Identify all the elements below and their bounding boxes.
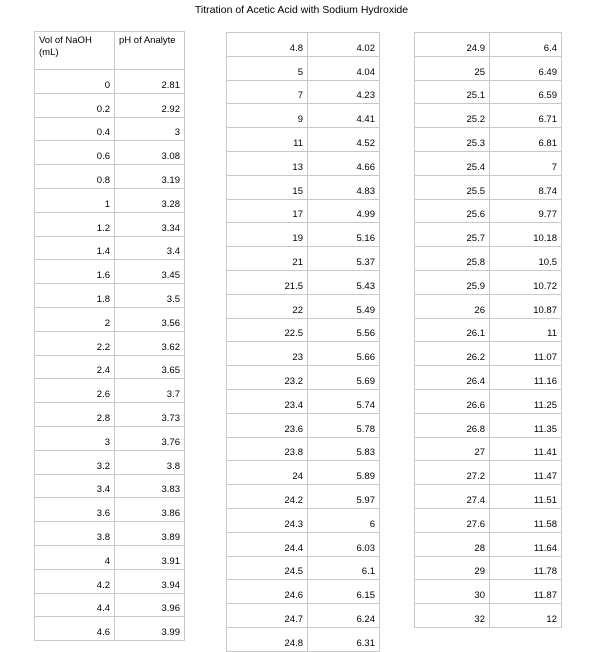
- table-row: [415, 508, 562, 532]
- table-row: [35, 426, 185, 450]
- ph-cell: 6.15: [308, 580, 380, 604]
- volume-cell: 27.2: [415, 461, 490, 485]
- ph-cell: 4.83: [308, 175, 380, 199]
- table-row: [227, 556, 380, 580]
- volume-cell: 4.6: [35, 617, 115, 641]
- volume-cell: 25.9: [415, 270, 490, 294]
- volume-cell: 25.1: [415, 80, 490, 104]
- table-row: [35, 617, 185, 641]
- ph-cell: 9.77: [490, 199, 562, 223]
- table-row: [227, 413, 380, 437]
- volume-cell: 27.6: [415, 508, 490, 532]
- table-row: [227, 627, 380, 651]
- table-row: [415, 604, 562, 628]
- table-row: [227, 580, 380, 604]
- table-row: [415, 437, 562, 461]
- table-row: [35, 545, 185, 569]
- table-row: [35, 188, 185, 212]
- table-row: [35, 522, 185, 546]
- volume-cell: 25.7: [415, 223, 490, 247]
- volume-cell: 21: [227, 247, 308, 271]
- ph-cell: 4.04: [308, 56, 380, 80]
- ph-cell: 5.78: [308, 413, 380, 437]
- ph-cell: 3.5: [115, 284, 185, 308]
- volume-cell: 0.4: [35, 117, 115, 141]
- volume-cell: 23.4: [227, 389, 308, 413]
- volume-cell: 4.4: [35, 593, 115, 617]
- table-row: [35, 331, 185, 355]
- ph-cell: 3.89: [115, 522, 185, 546]
- ph-cell: 11.47: [490, 461, 562, 485]
- table-row: [35, 498, 185, 522]
- ph-cell: 4.23: [308, 80, 380, 104]
- table-row: [415, 199, 562, 223]
- ph-cell: 6.71: [490, 104, 562, 128]
- volume-cell: 11: [227, 128, 308, 152]
- volume-cell: 0.6: [35, 141, 115, 165]
- ph-cell: 11.51: [490, 485, 562, 509]
- ph-cell: 8.74: [490, 175, 562, 199]
- volume-cell: 2.6: [35, 379, 115, 403]
- ph-cell: 4.02: [308, 33, 380, 57]
- ph-cell: 3.73: [115, 403, 185, 427]
- ph-cell: 2.92: [115, 93, 185, 117]
- volume-cell: 2.4: [35, 355, 115, 379]
- table-row: [35, 307, 185, 331]
- table-row: [227, 318, 380, 342]
- volume-cell: 3.4: [35, 474, 115, 498]
- table-row: [227, 223, 380, 247]
- volume-cell: 28: [415, 532, 490, 556]
- volume-cell: 27.4: [415, 485, 490, 509]
- volume-cell: 15: [227, 175, 308, 199]
- ph-cell: 3.86: [115, 498, 185, 522]
- table-row: [227, 532, 380, 556]
- volume-cell: 1.2: [35, 212, 115, 236]
- table-row: [415, 223, 562, 247]
- ph-cell: 5.16: [308, 223, 380, 247]
- table-row: [227, 270, 380, 294]
- volume-cell: 25.3: [415, 128, 490, 152]
- table-row: [35, 260, 185, 284]
- volume-cell: 26.2: [415, 342, 490, 366]
- header-row: [35, 32, 185, 70]
- ph-cell: 6.24: [308, 604, 380, 628]
- volume-cell: 22.5: [227, 318, 308, 342]
- ph-header: pH of Analyte: [115, 32, 185, 70]
- table-row: [35, 236, 185, 260]
- table-row: [35, 93, 185, 117]
- table-row: [227, 485, 380, 509]
- ph-cell: 3.4: [115, 236, 185, 260]
- ph-cell: 3.83: [115, 474, 185, 498]
- volume-cell: 26.8: [415, 413, 490, 437]
- ph-cell: 3.65: [115, 355, 185, 379]
- table-row: [35, 379, 185, 403]
- volume-cell: 23.8: [227, 437, 308, 461]
- volume-cell: 4: [35, 545, 115, 569]
- volume-cell: 3.2: [35, 450, 115, 474]
- table-row: [415, 461, 562, 485]
- ph-cell: 5.69: [308, 366, 380, 390]
- volume-cell: 24.2: [227, 485, 308, 509]
- volume-cell: 24: [227, 461, 308, 485]
- ph-cell: 5.74: [308, 389, 380, 413]
- ph-cell: 11.35: [490, 413, 562, 437]
- volume-cell: 4.2: [35, 569, 115, 593]
- table-row: [35, 212, 185, 236]
- table-row: [415, 270, 562, 294]
- volume-cell: 30: [415, 580, 490, 604]
- ph-cell: 3.34: [115, 212, 185, 236]
- table-row: [415, 247, 562, 271]
- table-row: [415, 80, 562, 104]
- ph-cell: 3.96: [115, 593, 185, 617]
- ph-cell: 5.56: [308, 318, 380, 342]
- table-row: [35, 284, 185, 308]
- table-row: [415, 389, 562, 413]
- page-title: Titration of Acetic Acid with Sodium Hydroxide: [194, 4, 409, 16]
- titration-table-3: [414, 32, 562, 628]
- ph-cell: 5.89: [308, 461, 380, 485]
- table-row: [415, 485, 562, 509]
- ph-cell: 3.8: [115, 450, 185, 474]
- volume-cell: 24.8: [227, 627, 308, 651]
- volume-cell: 25.6: [415, 199, 490, 223]
- table-row: [35, 70, 185, 94]
- volume-cell: 21.5: [227, 270, 308, 294]
- ph-cell: 3.99: [115, 617, 185, 641]
- table-row: [415, 151, 562, 175]
- volume-cell: 24.9: [415, 33, 490, 57]
- table-row: [35, 117, 185, 141]
- ph-cell: 3.45: [115, 260, 185, 284]
- table-row: [227, 389, 380, 413]
- table-row: [35, 141, 185, 165]
- table-row: [35, 474, 185, 498]
- table-row: [227, 80, 380, 104]
- volume-cell: 25.8: [415, 247, 490, 271]
- table-row: [227, 151, 380, 175]
- table-row: [227, 508, 380, 532]
- volume-cell: 2.2: [35, 331, 115, 355]
- table-row: [227, 104, 380, 128]
- titration-table-1: [34, 31, 185, 641]
- ph-cell: 6.59: [490, 80, 562, 104]
- table-row: [415, 175, 562, 199]
- table-row: [227, 437, 380, 461]
- ph-cell: 10.87: [490, 294, 562, 318]
- volume-cell: 24.4: [227, 532, 308, 556]
- ph-cell: 10.5: [490, 247, 562, 271]
- table-row: [227, 461, 380, 485]
- volume-cell: 27: [415, 437, 490, 461]
- ph-cell: 10.18: [490, 223, 562, 247]
- volume-cell: 29: [415, 556, 490, 580]
- volume-cell: 24.6: [227, 580, 308, 604]
- ph-cell: 11: [490, 318, 562, 342]
- table-row: [415, 366, 562, 390]
- ph-cell: 3.76: [115, 426, 185, 450]
- table-row: [415, 342, 562, 366]
- volume-cell: 26: [415, 294, 490, 318]
- volume-cell: 19: [227, 223, 308, 247]
- ph-cell: 11.58: [490, 508, 562, 532]
- ph-cell: 3.7: [115, 379, 185, 403]
- ph-cell: 7: [490, 151, 562, 175]
- volume-cell: 0: [35, 70, 115, 94]
- volume-cell: 17: [227, 199, 308, 223]
- table-row: [35, 593, 185, 617]
- volume-cell: 9: [227, 104, 308, 128]
- ph-cell: 3.19: [115, 165, 185, 189]
- ph-cell: 2.81: [115, 70, 185, 94]
- volume-cell: 25.4: [415, 151, 490, 175]
- volume-cell: 3.8: [35, 522, 115, 546]
- table-row: [415, 56, 562, 80]
- volume-cell: 25.5: [415, 175, 490, 199]
- ph-cell: 11.07: [490, 342, 562, 366]
- volume-cell: 2.8: [35, 403, 115, 427]
- ph-cell: 6.1: [308, 556, 380, 580]
- ph-cell: 4.41: [308, 104, 380, 128]
- volume-cell: 0.2: [35, 93, 115, 117]
- volume-cell: 24.7: [227, 604, 308, 628]
- ph-cell: 5.66: [308, 342, 380, 366]
- volume-cell: 24.3: [227, 508, 308, 532]
- ph-cell: 3.91: [115, 545, 185, 569]
- ph-cell: 6.31: [308, 627, 380, 651]
- table-row: [415, 294, 562, 318]
- ph-cell: 11.41: [490, 437, 562, 461]
- table-row: [227, 33, 380, 57]
- volume-cell: 5: [227, 56, 308, 80]
- table-row: [227, 604, 380, 628]
- volume-cell: 7: [227, 80, 308, 104]
- volume-cell: 26.6: [415, 389, 490, 413]
- ph-cell: 3.56: [115, 307, 185, 331]
- volume-cell: 3: [35, 426, 115, 450]
- table-row: [227, 366, 380, 390]
- table-row: [415, 580, 562, 604]
- volume-cell: 13: [227, 151, 308, 175]
- ph-cell: 11.87: [490, 580, 562, 604]
- ph-cell: 3: [115, 117, 185, 141]
- volume-cell: 23.6: [227, 413, 308, 437]
- volume-cell: 0.8: [35, 165, 115, 189]
- table-row: [415, 532, 562, 556]
- ph-cell: 5.43: [308, 270, 380, 294]
- volume-cell: 24.5: [227, 556, 308, 580]
- ph-cell: 5.83: [308, 437, 380, 461]
- ph-cell: 5.49: [308, 294, 380, 318]
- volume-cell: 26.1: [415, 318, 490, 342]
- volume-cell: 25: [415, 56, 490, 80]
- table-row: [415, 128, 562, 152]
- volume-cell: 23.2: [227, 366, 308, 390]
- volume-cell: 1.8: [35, 284, 115, 308]
- volume-cell: 4.8: [227, 33, 308, 57]
- ph-cell: 3.28: [115, 188, 185, 212]
- table-row: [35, 355, 185, 379]
- table-row: [227, 247, 380, 271]
- volume-cell: 1.6: [35, 260, 115, 284]
- table-row: [415, 318, 562, 342]
- ph-cell: 6: [308, 508, 380, 532]
- titration-table-2: [226, 32, 380, 652]
- table-row: [415, 104, 562, 128]
- table-row: [415, 556, 562, 580]
- ph-cell: 6.49: [490, 56, 562, 80]
- table-row: [35, 569, 185, 593]
- ph-cell: 11.25: [490, 389, 562, 413]
- ph-cell: 6.4: [490, 33, 562, 57]
- ph-cell: 4.66: [308, 151, 380, 175]
- volume-header: Vol of NaOH (mL): [35, 32, 115, 70]
- ph-cell: 3.94: [115, 569, 185, 593]
- table-row: [415, 413, 562, 437]
- table-row: [227, 199, 380, 223]
- volume-cell: 1: [35, 188, 115, 212]
- volume-cell: 23: [227, 342, 308, 366]
- table-row: [227, 56, 380, 80]
- table-row: [227, 128, 380, 152]
- ph-cell: 3.62: [115, 331, 185, 355]
- volume-cell: 25.2: [415, 104, 490, 128]
- table-row: [35, 403, 185, 427]
- table-row: [35, 450, 185, 474]
- ph-cell: 6.03: [308, 532, 380, 556]
- ph-cell: 11.64: [490, 532, 562, 556]
- ph-cell: 11.16: [490, 366, 562, 390]
- ph-cell: 3.08: [115, 141, 185, 165]
- ph-cell: 5.37: [308, 247, 380, 271]
- table-row: [227, 175, 380, 199]
- volume-cell: 1.4: [35, 236, 115, 260]
- volume-cell: 22: [227, 294, 308, 318]
- table-row: [415, 33, 562, 57]
- volume-cell: 2: [35, 307, 115, 331]
- table-row: [227, 294, 380, 318]
- volume-cell: 26.4: [415, 366, 490, 390]
- table-row: [35, 165, 185, 189]
- ph-cell: 12: [490, 604, 562, 628]
- ph-cell: 11.78: [490, 556, 562, 580]
- ph-cell: 6.81: [490, 128, 562, 152]
- ph-cell: 4.52: [308, 128, 380, 152]
- ph-cell: 5.97: [308, 485, 380, 509]
- table-row: [227, 342, 380, 366]
- volume-cell: 32: [415, 604, 490, 628]
- volume-cell: 3.6: [35, 498, 115, 522]
- ph-cell: 10.72: [490, 270, 562, 294]
- ph-cell: 4.99: [308, 199, 380, 223]
